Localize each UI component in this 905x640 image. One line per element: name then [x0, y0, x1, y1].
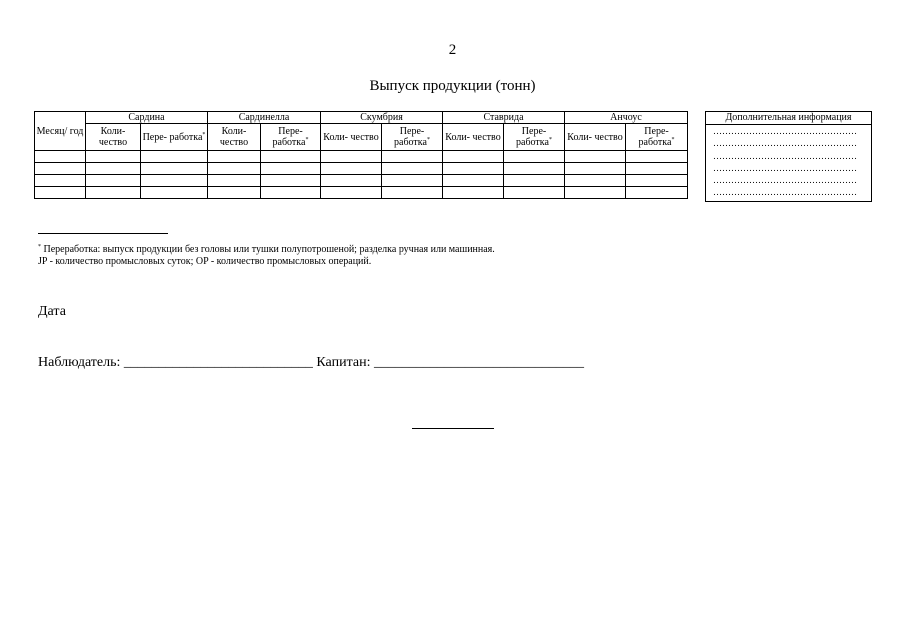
additional-info-lines — [706, 125, 871, 199]
table-cell[interactable] — [504, 151, 565, 163]
table-cell[interactable] — [565, 163, 626, 175]
additional-info-box — [705, 111, 872, 202]
quantity-header: Коли- чество — [443, 124, 504, 151]
quantity-header: Коли- чество — [208, 124, 261, 151]
processing-header-label: Пере- работка — [272, 126, 306, 148]
table-cell[interactable] — [35, 163, 86, 175]
page-title: Выпуск продукции (тонн) — [369, 78, 536, 94]
quantity-header: Коли- чество — [321, 124, 382, 151]
table-cell[interactable] — [208, 163, 261, 175]
table-cell[interactable] — [86, 151, 141, 163]
table-cell[interactable] — [382, 175, 443, 187]
table-row — [35, 187, 688, 199]
table-cell[interactable] — [565, 175, 626, 187]
table-cell[interactable] — [261, 163, 321, 175]
table-cell[interactable] — [504, 175, 565, 187]
processing-header — [504, 124, 565, 151]
footnote-mark: * — [671, 137, 675, 143]
footnote-mark: * — [426, 137, 430, 143]
table-cell[interactable] — [261, 151, 321, 163]
signature-line — [38, 355, 584, 371]
info-dotted-line[interactable]: ………………………………………… — [713, 162, 857, 173]
info-dotted-line[interactable]: ………………………………………… — [713, 150, 857, 161]
footnote-mark: * — [305, 137, 309, 143]
footnote-divider — [38, 233, 168, 234]
table-row — [35, 151, 688, 163]
footnote-mark: * — [548, 137, 552, 143]
observer-signature-field[interactable]: ___________________________ — [123, 355, 313, 370]
processing-header — [626, 124, 688, 151]
table-cell[interactable] — [504, 163, 565, 175]
captain-signature-field[interactable]: ______________________________ — [373, 355, 584, 370]
processing-header-label: Пере- работка — [394, 126, 427, 148]
table-cell[interactable] — [321, 163, 382, 175]
processing-header — [261, 124, 321, 151]
table-cell[interactable] — [504, 187, 565, 199]
date-label: Дата — [38, 304, 66, 319]
table-cell[interactable] — [626, 187, 688, 199]
species-header: Анчоус — [565, 112, 688, 124]
info-dotted-line[interactable]: ………………………………………… — [713, 187, 857, 198]
processing-header — [141, 124, 208, 151]
table-cell[interactable] — [86, 163, 141, 175]
info-dotted-line[interactable]: ………………………………………… — [713, 126, 857, 136]
table-cell[interactable] — [443, 175, 504, 187]
table-cell[interactable] — [86, 175, 141, 187]
table-cell[interactable] — [208, 187, 261, 199]
table-cell[interactable] — [35, 151, 86, 163]
table-row — [35, 175, 688, 187]
table-cell[interactable] — [141, 175, 208, 187]
table-cell[interactable] — [208, 175, 261, 187]
page-number: 2 — [448, 42, 457, 58]
table-cell[interactable] — [208, 151, 261, 163]
table-cell[interactable] — [626, 151, 688, 163]
table-cell[interactable] — [443, 163, 504, 175]
footnote-mark: * — [38, 244, 41, 250]
table-cell[interactable] — [565, 187, 626, 199]
table-cell[interactable] — [626, 163, 688, 175]
quantity-header: Коли- чество — [86, 124, 141, 151]
captain-label: Капитан: — [316, 355, 371, 370]
table-cell[interactable] — [261, 187, 321, 199]
table-cell[interactable] — [626, 175, 688, 187]
table-cell[interactable] — [321, 151, 382, 163]
table-cell[interactable] — [261, 175, 321, 187]
species-header: Сардинелла — [208, 112, 321, 124]
footnote-abbreviations: JP - количество промысловых суток; OP - количество промысловых операций. — [38, 256, 372, 267]
table-cell[interactable] — [443, 187, 504, 199]
table-cell[interactable] — [321, 187, 382, 199]
table-cell[interactable] — [382, 163, 443, 175]
table-cell[interactable] — [321, 175, 382, 187]
production-table — [34, 111, 688, 199]
processing-header — [382, 124, 443, 151]
species-header: Скумбрия — [321, 112, 443, 124]
table-cell[interactable] — [382, 187, 443, 199]
processing-header-label: Пере- работка — [142, 131, 203, 143]
table-row — [35, 163, 688, 175]
table-cell[interactable] — [141, 163, 208, 175]
processing-header-label: Пере- работка — [638, 126, 672, 148]
table-cell[interactable] — [35, 187, 86, 199]
table-cell[interactable] — [565, 151, 626, 163]
table-cell[interactable] — [382, 151, 443, 163]
info-dotted-line[interactable]: ………………………………………… — [713, 175, 857, 186]
info-dotted-line[interactable]: ………………………………………… — [713, 138, 857, 149]
month-year-header: Месяц/ год — [35, 112, 86, 151]
table-cell[interactable] — [86, 187, 141, 199]
additional-info-title: Дополнительная информация — [706, 112, 871, 125]
table-cell[interactable] — [141, 187, 208, 199]
species-header: Сардина — [86, 112, 208, 124]
footnote-mark: * — [202, 131, 206, 138]
table-cell[interactable] — [141, 151, 208, 163]
species-header: Ставрида — [443, 112, 565, 124]
table-cell[interactable] — [443, 151, 504, 163]
bottom-divider — [412, 428, 494, 429]
observer-label: Наблюдатель: — [38, 355, 121, 370]
processing-header-label: Пере- работка — [516, 126, 549, 148]
table-cell[interactable] — [35, 175, 86, 187]
footnote-processing-text: Переработка: выпуск продукции без головы или тушки полупотрошеной; разделка ручная или машинная. — [41, 244, 495, 255]
quantity-header: Коли- чество — [565, 124, 626, 151]
footnote-processing — [38, 244, 495, 255]
